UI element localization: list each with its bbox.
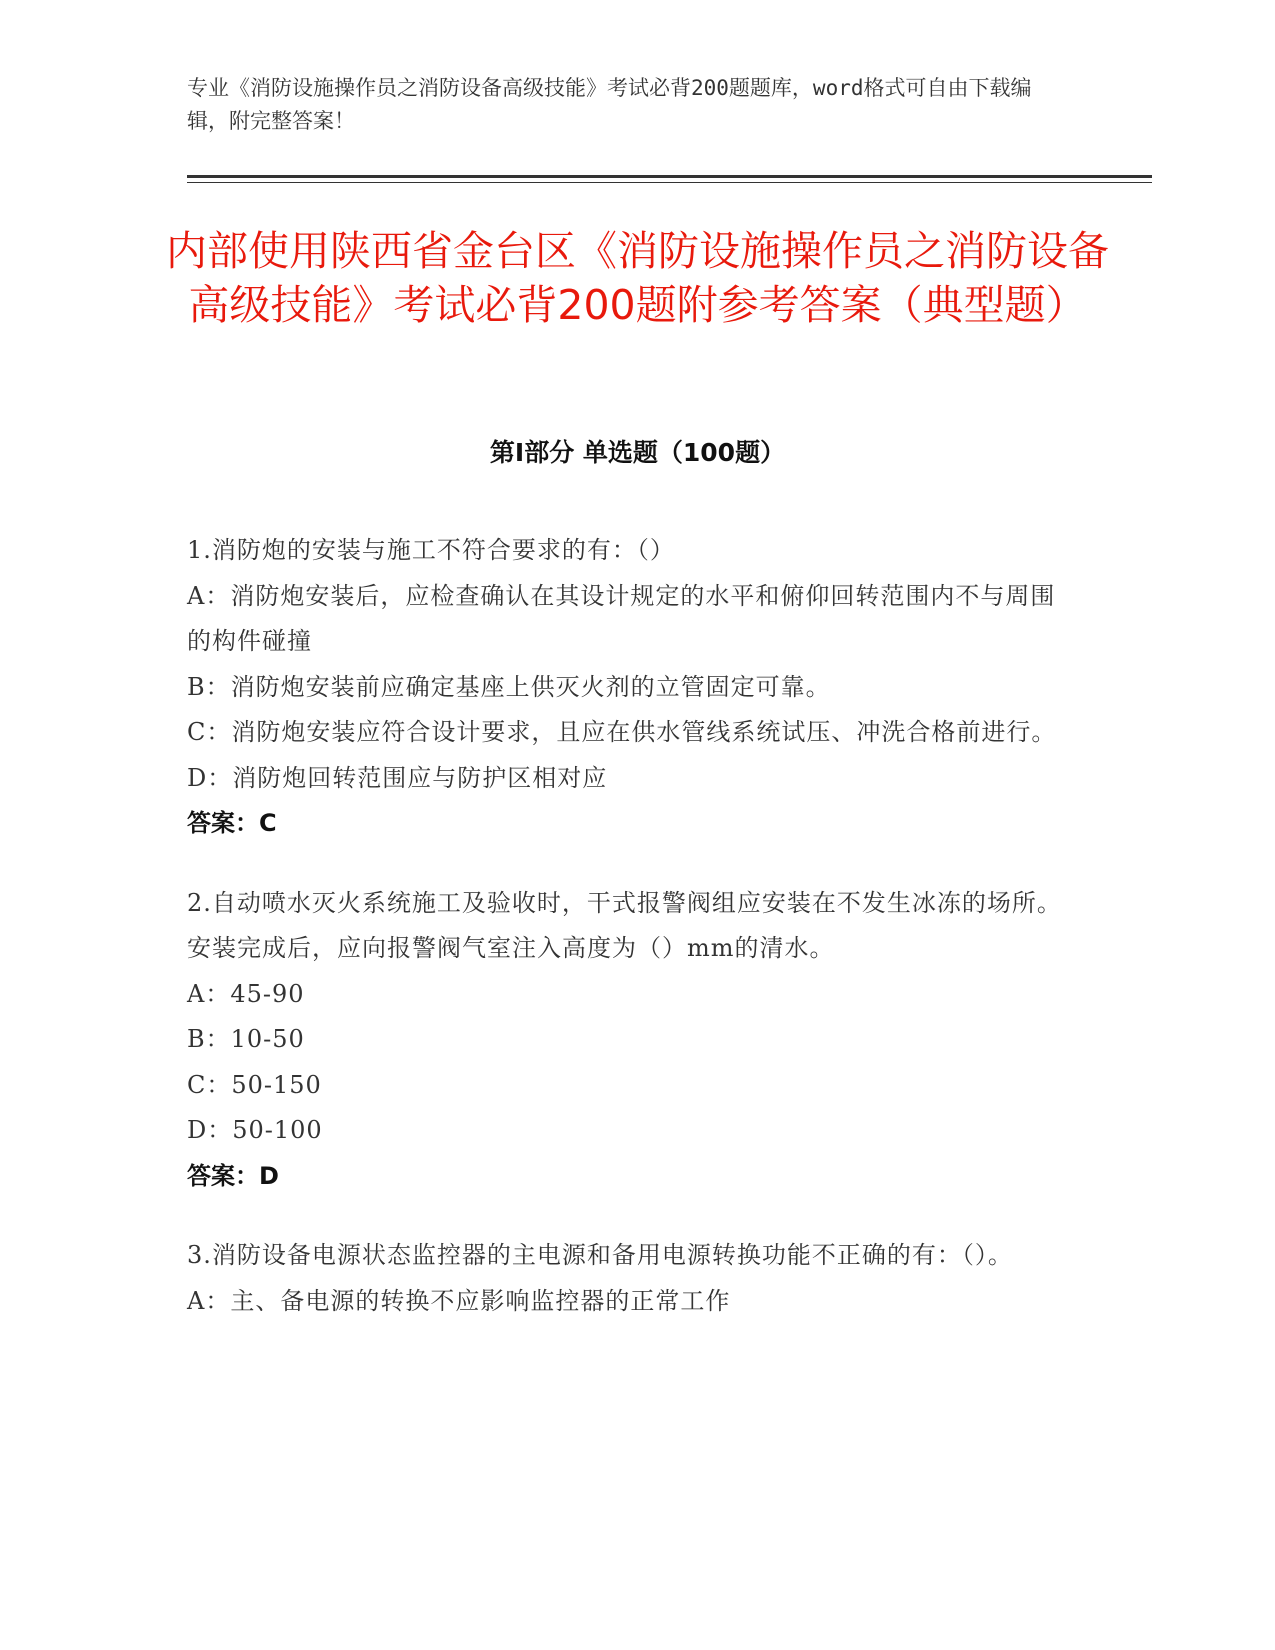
- question-list: [187, 528, 1067, 1358]
- answer: 答案：C: [187, 809, 277, 837]
- question-stem: 3.消防设备电源状态监控器的主电源和备用电源转换功能不正确的有：（）。: [187, 1241, 1013, 1269]
- header-divider-thick: [187, 175, 1152, 178]
- document-title: 内部使用陕西省金台区《消防设施操作员之消防设备高级技能》考试必背200题附参考答案（典型题）: [166, 227, 1109, 329]
- header-note: 专业《消防设施操作员之消防设备高级技能》考试必背200题题库，word格式可自由下载编辑，附完整答案！: [187, 76, 1032, 133]
- option-c: C：消防炮安装应符合设计要求，且应在供水管线系统试压、冲洗合格前进行。: [187, 718, 1057, 746]
- option-b: B：消防炮安装前应确定基座上供灭火剂的立管固定可靠。: [187, 672, 831, 701]
- option-a: A：45-90: [187, 979, 305, 1008]
- section-title: 第Ⅰ部分 单选题（100题）: [489, 438, 786, 467]
- header-divider-thin: [187, 182, 1152, 183]
- question-stem: 2.自动喷水灭火系统施工及验收时，干式报警阀组应安装在不发生冰冻的场所。安装完成后，应向报警阀气室注入高度为（）mm的清水。: [187, 888, 1062, 962]
- option-b: B：10-50: [187, 1025, 305, 1053]
- question-stem: 1.消防炮的安装与施工不符合要求的有：（）: [187, 536, 675, 564]
- option-a: A：主、备电源的转换不应影响监控器的正常工作: [187, 1286, 731, 1315]
- option-a: A：消防炮安装后，应检查确认在其设计规定的水平和俯仰回转范围内不与周围的构件碰撞: [187, 581, 1056, 655]
- answer: 答案：D: [187, 1161, 279, 1190]
- question-2: [187, 881, 1067, 1200]
- question-1: [187, 528, 1067, 847]
- question-3: [187, 1233, 1067, 1324]
- option-c: C：50-150: [187, 1070, 322, 1099]
- option-d: D：消防炮回转范围应与防护区相对应: [187, 763, 608, 792]
- option-d: D：50-100: [187, 1116, 323, 1144]
